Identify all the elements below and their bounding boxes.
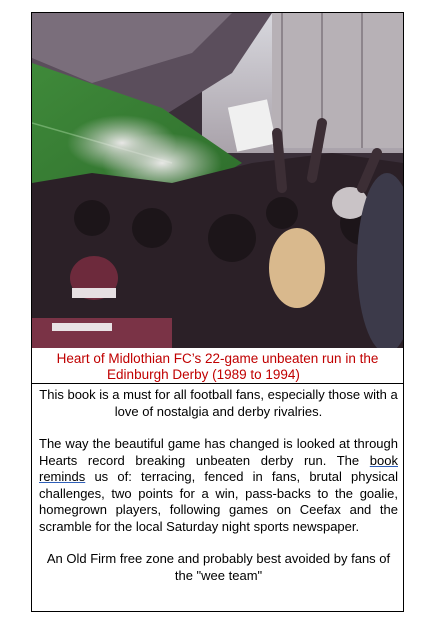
caption-line-1: Heart of Midlothian FC’s 22-game unbeaten run in the bbox=[56, 351, 379, 366]
book-card bbox=[31, 12, 404, 612]
closing-paragraph: An Old Firm free zone and probably best avoided by fans of the "wee team" bbox=[46, 551, 391, 583]
caption-line-2: Edinburgh Derby (1989 to 1994) bbox=[107, 367, 300, 382]
main-paragraph-underlined: book reminds bbox=[39, 452, 398, 484]
book-description bbox=[39, 387, 398, 584]
main-paragraph-end: us of: terracing, fenced in fans, brutal physical challenges, two points for a win, pass-backs to the goalie, homegrown players, following games on Ceefax and the scramble for the local Saturday night sports newspaper. bbox=[39, 469, 398, 534]
intro-paragraph: This book is a must for all football fans, especially those with a love of nostalgia and derby rivalries. bbox=[39, 387, 398, 419]
main-paragraph-start: The way the beautiful game has changed is looked at through Hearts record breaking unbeaten derby run. The bbox=[39, 436, 398, 468]
main-paragraph bbox=[39, 436, 398, 535]
stadium-crowd-photo bbox=[32, 13, 403, 348]
photo-illustration bbox=[32, 13, 403, 348]
photo-caption bbox=[32, 348, 403, 384]
